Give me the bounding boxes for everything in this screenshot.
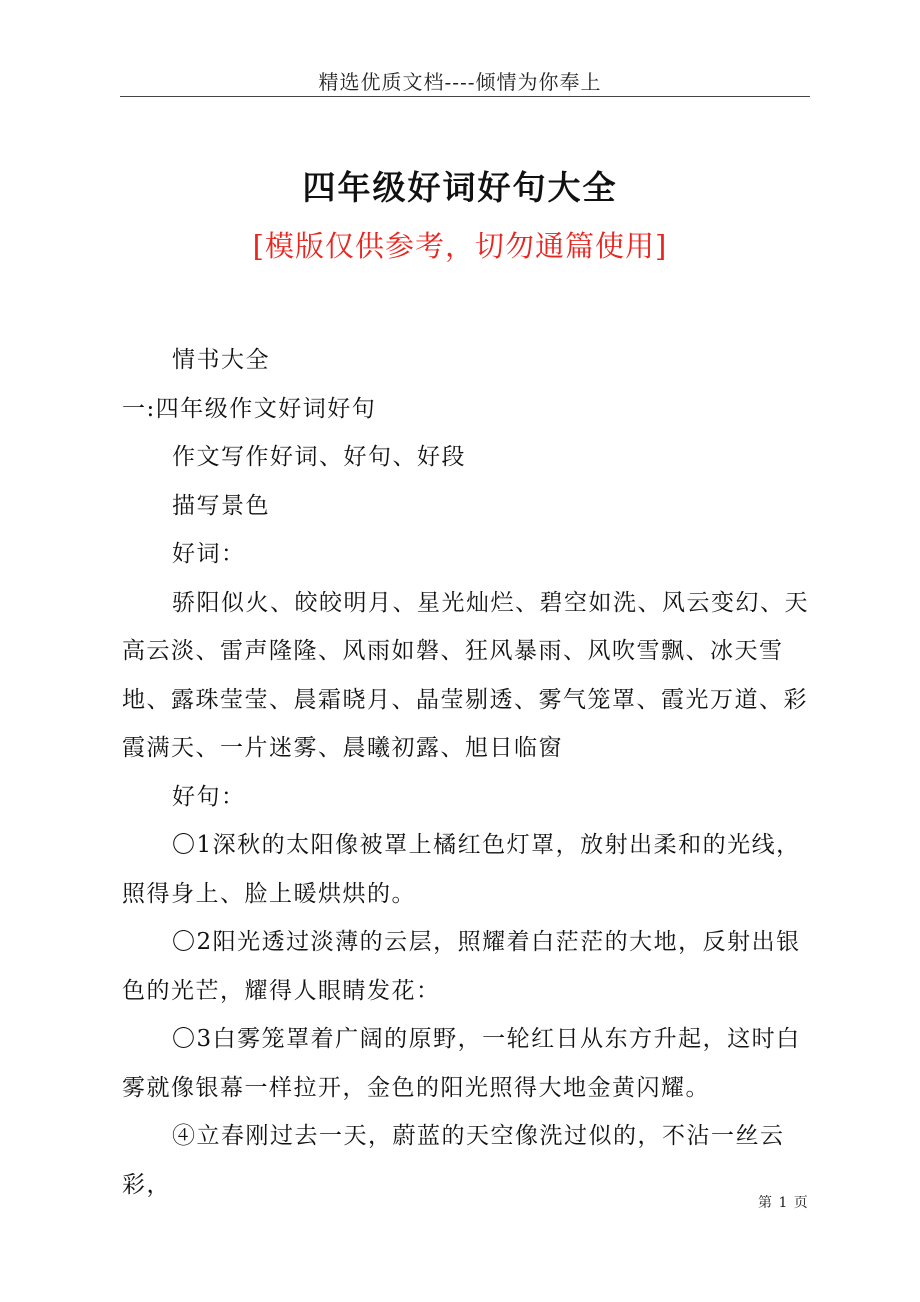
paragraph-good-words-list: 骄阳似火、皎皎明月、星光灿烂、碧空如洗、风云变幻、天高云淡、雷声隆隆、风雨如磐、狂风暴雨、风吹雪飘、冰天雪地、露珠莹莹、晨霜晓月、晶莹剔透、雾气笼罩、霞光万道、彩霞满天、一片迷雾、晨曦初露、旭日临窗 xyxy=(122,589,809,761)
page-number: 第 1 页 xyxy=(758,1195,809,1211)
section-heading: 一:四年级作文好词好句 xyxy=(122,395,377,422)
document-title: 四年级好词好句大全 xyxy=(302,168,618,207)
paragraph-scenery-heading: 描写景色 xyxy=(172,492,270,519)
header-divider xyxy=(120,96,810,97)
paragraph-good-words-label: 好词： xyxy=(172,541,246,567)
paragraph-good-sentences-label: 好句： xyxy=(172,783,246,810)
paragraph-writing-intro: 作文写作好词、好句、好段 xyxy=(172,444,466,470)
paragraph-sentence-4: ④立春刚过去一天，蔚蓝的天空像洗过似的，不沾一丝云彩， xyxy=(122,1123,785,1198)
page-header: 精选优质文档----倾情为你奉上 xyxy=(318,70,602,94)
document-subtitle: [模版仅供参考，切勿通篇使用] xyxy=(252,229,668,263)
paragraph-sentence-3: 〇3白雾笼罩着广阔的原野，一轮红日从东方升起，这时白雾就像银幕一样拉开，金色的阳光照得大地金黄闪耀。 xyxy=(122,1026,801,1101)
document-body xyxy=(122,336,812,1209)
paragraph-love-letters: 情书大全 xyxy=(172,347,270,373)
paragraph-sentence-2: 〇2阳光透过淡薄的云层，照耀着白茫茫的大地，反射出银色的光芒，耀得人眼睛发花： xyxy=(122,929,801,1004)
paragraph-sentence-1: 〇1深秋的太阳像被罩上橘红色灯罩，放射出柔和的光线，照得身上、脸上暖烘烘的。 xyxy=(122,832,801,907)
